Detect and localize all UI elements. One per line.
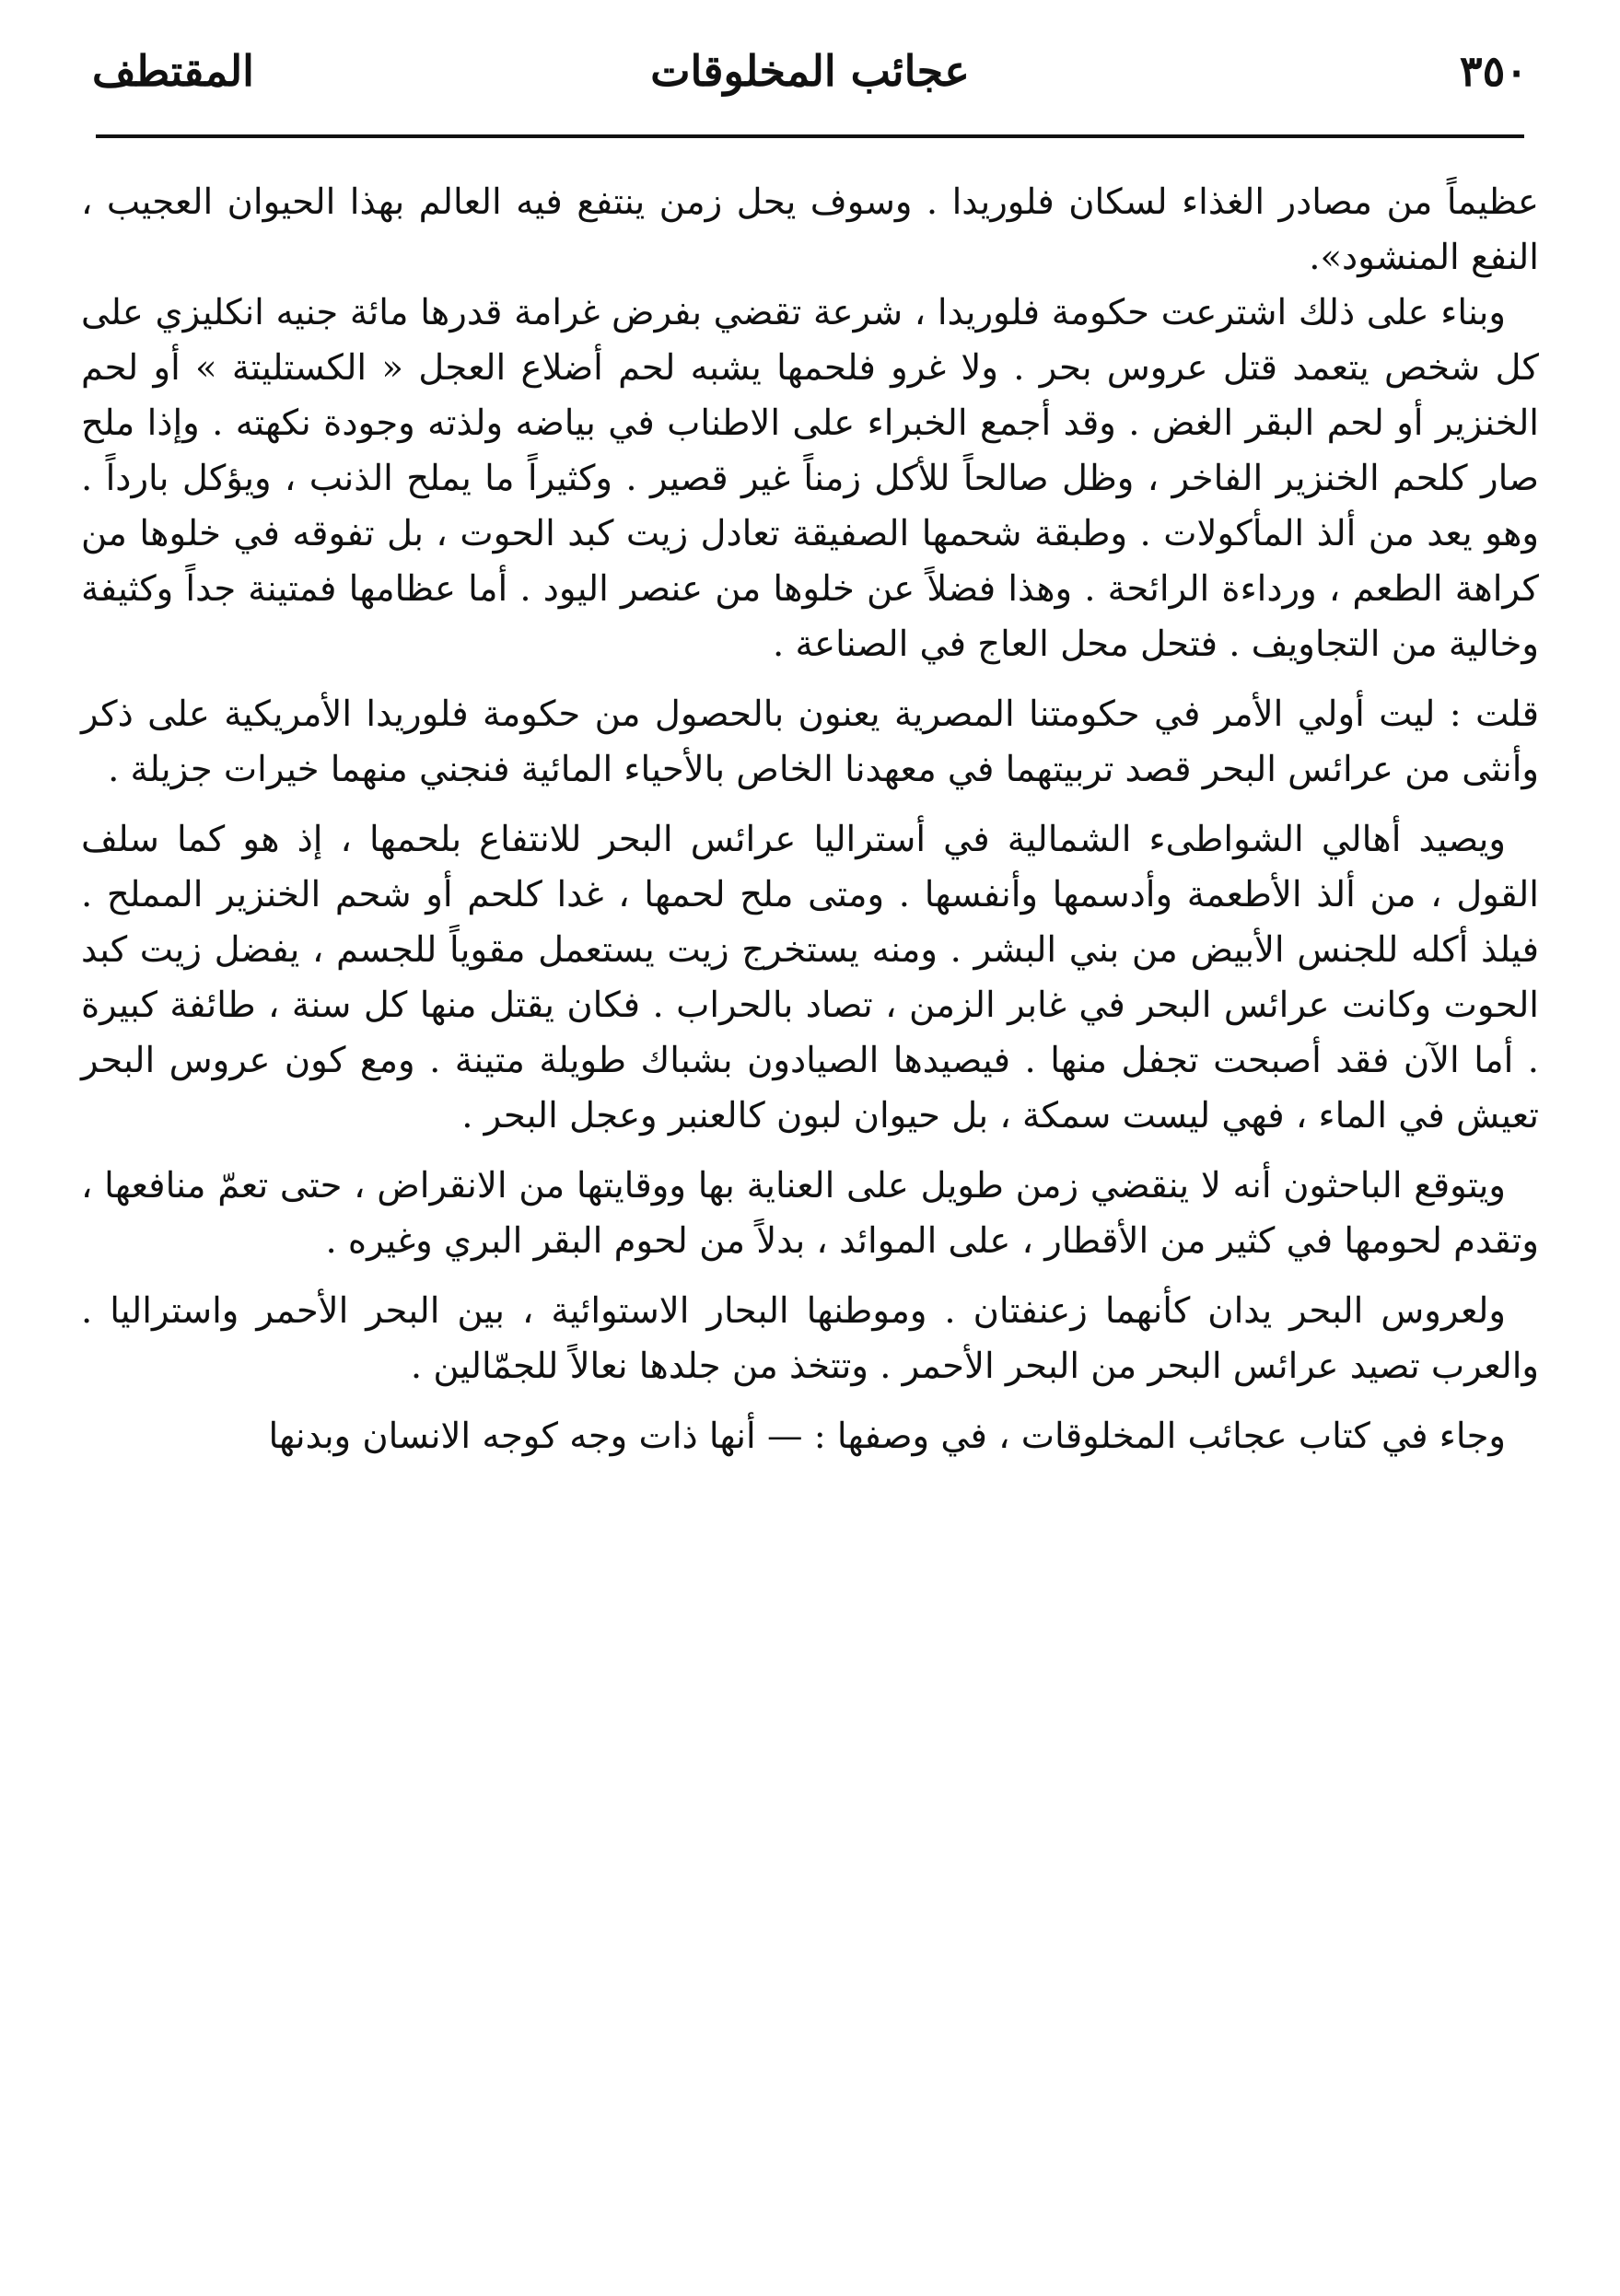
journal-name: المقتطف bbox=[92, 46, 254, 96]
paragraph: ويصيد أهالي الشواطىء الشمالية في أستراليا عرائس البحر للانتفاع بلحمها ، إذ هو كما سلف القول ، من ألذ الأطعمة وأدسمها وأنفسها . ومتى ملح لحمها ، غدا كلحم أو شحم الخنزير المملح . فيلذ أكله للجنس الأبيض من بني البشر . ومنه يستخرج زيت يستعمل مقوياً للجسم ، يفضل زيت كبد الحوت وكانت عرائس البحر في غابر الزمن ، تصاد بالحراب . فكان يقتل منها كل سنة ، طائفة كبيرة . أما الآن فقد أصبحت تجفل منها . فيصيدها الصيادون بشباك طويلة متينة . ومع كون عروس البحر تعيش في الماء ، فهي ليست سمكة ، بل حيوان لبون كالعنبر وعجل البحر . bbox=[81, 819, 1539, 1136]
paragraph: وجاء في كتاب عجائب المخلوقات ، في وصفها : — أنها ذات وجه كوجه الانسان وبدنها bbox=[268, 1416, 1506, 1457]
paragraph: ويتوقع الباحثون أنه لا ينقضي زمن طويل على العناية بها ووقايتها من الانقراض ، حتى تعمّ منافعها ، وتقدم لحومها في كثير من الأقطار ، على الموائد ، بدلاً من لحوم البقر البري وغيره . bbox=[81, 1165, 1539, 1262]
running-title: عجائب المخلوقات bbox=[650, 46, 970, 96]
page-number: ٣٥٠ bbox=[1459, 46, 1528, 96]
paragraph: قلت : ليت أولي الأمر في حكومتنا المصرية يعنون بالحصول من حكومة فلوريدا الأمريكية على ذكر وأنثى من عرائس البحر قصد تربيتهما في معهدنا الخاص بالأحياء المائية فنجني منهما خيرات جزيلة . bbox=[81, 693, 1539, 790]
header-rule bbox=[96, 134, 1524, 138]
paragraph: وبناء على ذلك اشترعت حكومة فلوريدا ، شرعة تقضي بفرض غرامة قدرها مائة جنيه انكليزي على كل شخص يتعمد قتل عروس بحر . ولا غرو فلحمها يشبه لحم أضلاع العجل « الكستليتة » أو لحم الخنزير أو لحم البقر الغض . وقد أجمع الخبراء على الاطناب في بياضه ولذته وجودة نكهته . وإذا ملح صار كلحم الخنزير الفاخر ، وظل صالحاً للأكل زمناً غير قصير . وكثيراً ما يملح الذنب ، ويؤكل بارداً . وهو يعد من ألذ المأكولات . وطبقة شحمها الصفيقة تعادل زيت كبد الحوت ، بل تفوقه في خلوها من كراهة الطعم ، ورداءة الرائحة . وهذا فضلاً عن خلوها من عنصر اليود . أما عظامها فمتينة جداً وكثيفة وخالية من التجاويف . فتحل محل العاج في الصناعة . bbox=[81, 292, 1539, 665]
paragraph: ولعروس البحر يدان كأنهما زعنفتان . وموطنها البحار الاستوائية ، بين البحر الأحمر واستراليا . والعرب تصيد عرائس البحر من البحر الأحمر . وتتخذ من جلدها نعالاً للجمّالين . bbox=[81, 1290, 1539, 1387]
article-body bbox=[81, 175, 1539, 1464]
page-header bbox=[92, 37, 1528, 120]
paragraph: عظيماً من مصادر الغذاء لسكان فلوريدا . وسوف يحل زمن ينتفع فيه العالم بهذا الحيوان العجيب ، النفع المنشود». bbox=[81, 181, 1539, 278]
